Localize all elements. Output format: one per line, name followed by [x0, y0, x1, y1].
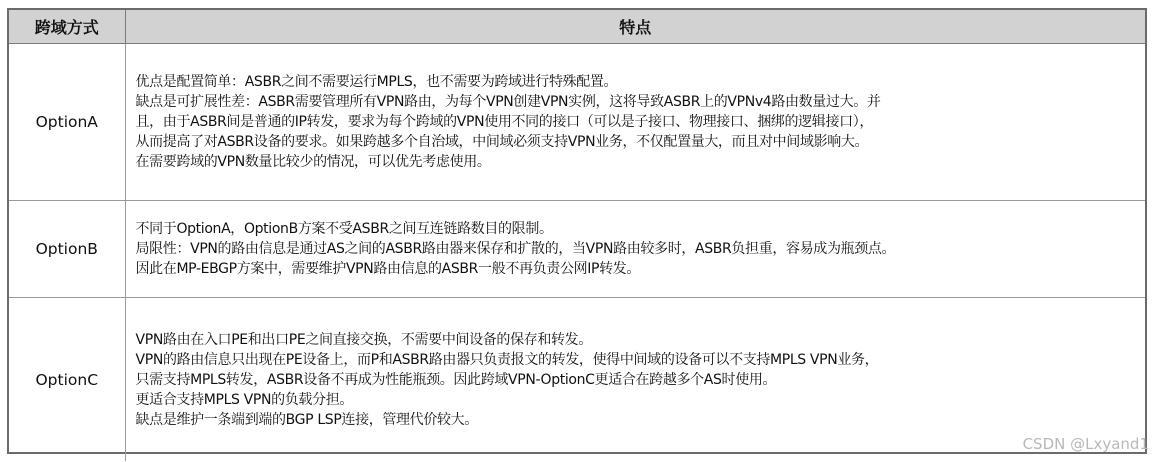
description-line: VPN路由在入口PE和出口PE之间直接交换，不需要中间设备的保存和转发。: [135, 331, 592, 348]
description-line: 因此在MP-EBGP方案中，需要维护VPN路由信息的ASBR一般不再负责公网IP转发。: [135, 261, 641, 277]
description-line: 只需支持MPLS转发，ASBR设备不再成为性能瓶颈。因此跨域VPN-OptionC更适合在跨越多个AS时使用。: [135, 371, 777, 388]
description-line: 且，由于ASBR间是普通的IP转发，要求为每个跨域的VPN使用不同的接口（可以是子接口、物理接口、捆绑的逻辑接口），: [135, 114, 874, 130]
table-row-option-a: [9, 44, 1145, 201]
description-line: 从而提高了对ASBR设备的要求。如果跨越多个自治域，中间域必须支持VPN业务，不仅配置量大，而且对中间域影响大。: [135, 134, 869, 150]
comparison-table-frame: [7, 8, 1147, 454]
description-line: 局限性：VPN的路由信息是通过AS之间的ASBR路由器来保存和扩散的，当VPN路由较多时，ASBR负担重，容易成为瓶颈点。: [135, 241, 896, 257]
table-header-row: [9, 10, 1145, 44]
option-description: [125, 201, 1145, 298]
option-description: [125, 298, 1145, 462]
description-line: 优点是配置简单：ASBR之间不需要运行MPLS，也不需要为跨域进行特殊配置。: [135, 74, 618, 90]
option-name: OptionA: [9, 44, 125, 201]
option-name: OptionC: [9, 298, 125, 462]
description-line: 缺点是维护一条端到端的BGP LSP连接，管理代价较大。: [135, 411, 478, 428]
option-description: [125, 44, 1145, 201]
watermark: CSDN @Lxyand1: [1022, 435, 1149, 453]
table-row-option-c: [9, 298, 1145, 462]
header-cross-domain-mode: 跨域方式: [9, 10, 125, 44]
description-line: 在需要跨域的VPN数量比较少的情况，可以优先考虑使用。: [135, 154, 491, 170]
description-line: 更适合支持MPLS VPN的负载分担。: [135, 391, 353, 408]
description-line: 缺点是可扩展性差：ASBR需要管理所有VPN路由，为每个VPN创建VPN实例，这将导致ASBR上的VPNv4路由数量过大。并: [135, 94, 881, 110]
description-line: 不同于OptionA，OptionB方案不受ASBR之间互连链路数目的限制。: [135, 221, 553, 237]
comparison-table: [9, 10, 1145, 461]
table-row-option-b: [9, 201, 1145, 298]
header-features: 特点: [125, 10, 1145, 44]
description-line: VPN的路由信息只出现在PE设备上，而P和ASBR路由器只负责报文的转发，使得中间域的设备可以不支持MPLS VPN业务，: [135, 351, 879, 368]
option-name: OptionB: [9, 201, 125, 298]
